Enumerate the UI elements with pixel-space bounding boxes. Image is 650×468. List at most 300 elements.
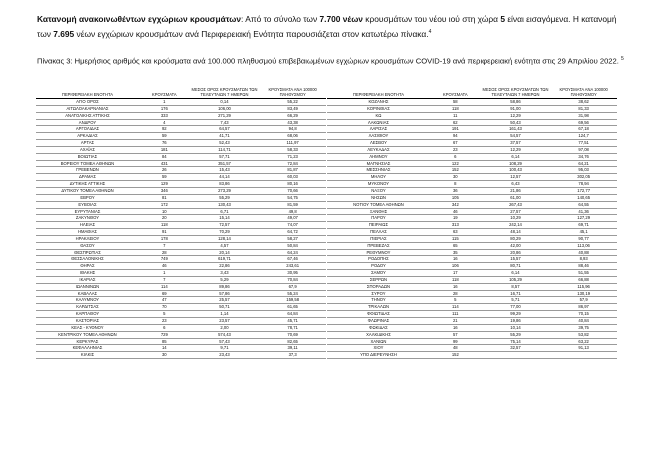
cell-per-100k: 64,84 bbox=[259, 311, 326, 318]
header-cases: ΚΡΟΥΣΜΑΤΑ bbox=[139, 82, 190, 99]
cases-table-left bbox=[36, 82, 326, 359]
cell-cases: 46 bbox=[139, 263, 190, 270]
cell-average: 52,43 bbox=[190, 140, 260, 147]
cell-region: ΑΡΓΟΛΙΔΑΣ bbox=[36, 126, 139, 133]
cell-region: ΜΗΛΟΥ bbox=[327, 174, 430, 181]
cell-cases: 16 bbox=[430, 256, 481, 263]
cell-average: 75,14 bbox=[481, 338, 551, 345]
table-body-left bbox=[36, 99, 326, 359]
intro-paragraph bbox=[37, 13, 627, 40]
cell-per-100k: 64,24 bbox=[259, 249, 326, 256]
table-row bbox=[36, 235, 326, 242]
cell-average: 15,57 bbox=[481, 256, 551, 263]
cell-average: 21,86 bbox=[481, 187, 551, 194]
table-row bbox=[327, 338, 617, 345]
cell-average: 351,57 bbox=[190, 160, 260, 167]
cell-region: ΜΥΚΟΝΟΥ bbox=[327, 181, 430, 188]
cell-per-100k: 31,98 bbox=[550, 112, 617, 119]
cell-average: 22,86 bbox=[190, 263, 260, 270]
cell-per-100k: 67,9 bbox=[259, 283, 326, 290]
cell-per-100k: 30,95 bbox=[259, 270, 326, 277]
cell-region: ΛΑΡΙΣΑΣ bbox=[327, 126, 430, 133]
cell-cases: 118 bbox=[139, 222, 190, 229]
cell-per-100k: 50,84 bbox=[259, 242, 326, 249]
table-row bbox=[327, 208, 617, 215]
cell-per-100k: 67,18 bbox=[550, 126, 617, 133]
cell-region: ΡΟΔΟΠΗΣ bbox=[327, 256, 430, 263]
cell-cases: 1 bbox=[139, 270, 190, 277]
header-row bbox=[36, 82, 326, 99]
cell-per-100k: 63,22 bbox=[550, 338, 617, 345]
cell-average: 48,14 bbox=[481, 229, 551, 236]
intro-text-1: : Από το σύνολο των bbox=[241, 14, 320, 24]
cell-average: 50,43 bbox=[481, 119, 551, 126]
table-caption bbox=[37, 54, 627, 67]
table-row bbox=[327, 311, 617, 318]
table-row bbox=[36, 174, 326, 181]
cell-average: 1,14 bbox=[190, 311, 260, 318]
cell-region: ΧΙΟΥ bbox=[327, 345, 430, 352]
cell-average: 19,86 bbox=[481, 318, 551, 325]
cell-per-100k: 172,77 bbox=[550, 187, 617, 194]
cell-average: 23,43 bbox=[190, 352, 260, 359]
cell-region: ΛΑΚΩΝΙΑΣ bbox=[327, 119, 430, 126]
cell-region: ΣΑΜΟΥ bbox=[327, 270, 430, 277]
cell-cases: 30 bbox=[430, 174, 481, 181]
cell-cases: 191 bbox=[430, 126, 481, 133]
cell-cases: 28 bbox=[430, 290, 481, 297]
table-row bbox=[36, 133, 326, 140]
cell-per-100k: 37,3 bbox=[259, 352, 326, 359]
cell-per-100k: 127,29 bbox=[550, 215, 617, 222]
cell-per-100k: 243,61 bbox=[259, 263, 326, 270]
cell-average: 89,86 bbox=[190, 283, 260, 290]
cell-cases: 105 bbox=[430, 194, 481, 201]
cell-average: 37,57 bbox=[481, 140, 551, 147]
cell-region: ΥΠΟ ΔΙΕΡΕΥΝΗΣΗ bbox=[327, 352, 430, 359]
cell-cases: 313 bbox=[430, 222, 481, 229]
table-row bbox=[36, 283, 326, 290]
cell-region: ΑΓΙΟ ΟΡΟΣ bbox=[36, 99, 139, 106]
table-row bbox=[36, 160, 326, 167]
cell-average: 574,43 bbox=[190, 331, 260, 338]
cell-per-100k: 74,07 bbox=[259, 222, 326, 229]
cell-cases: 30 bbox=[139, 352, 190, 359]
table-row bbox=[327, 153, 617, 160]
intro-title: Κατανομή ανακοινωθέντων εγχώριων κρουσμάτων bbox=[37, 14, 242, 24]
table-row bbox=[327, 119, 617, 126]
cell-per-100k: 64,72 bbox=[259, 229, 326, 236]
cell-per-100k: 80,16 bbox=[259, 181, 326, 188]
cell-region: ΕΥΒΟΙΑΣ bbox=[36, 201, 139, 208]
cell-per-100k: 81,87 bbox=[259, 167, 326, 174]
cell-region: ΚΕΡΚΥΡΑΣ bbox=[36, 338, 139, 345]
table-row bbox=[36, 215, 326, 222]
cell-per-100k: 81,33 bbox=[550, 105, 617, 112]
cell-per-100k: 45,1 bbox=[550, 229, 617, 236]
table-row bbox=[327, 99, 617, 106]
cell-region: ΛΗΜΝΟΥ bbox=[327, 153, 430, 160]
cell-cases: 76 bbox=[139, 140, 190, 147]
cell-per-100k: 40,84 bbox=[550, 318, 617, 325]
cell-average: 128,14 bbox=[190, 235, 260, 242]
table-row bbox=[36, 338, 326, 345]
cell-cases: 63 bbox=[430, 229, 481, 236]
cell-cases: 99 bbox=[430, 338, 481, 345]
table-row bbox=[327, 318, 617, 325]
cell-average: 619,71 bbox=[190, 256, 260, 263]
cell-average: 6,14 bbox=[481, 270, 551, 277]
cell-region: ΠΕΙΡΑΙΩΣ bbox=[327, 222, 430, 229]
cell-average: 16,71 bbox=[481, 290, 551, 297]
cell-cases: 181 bbox=[139, 146, 190, 153]
cell-per-100k: 70,66 bbox=[259, 187, 326, 194]
cell-per-100k: 115,96 bbox=[550, 283, 617, 290]
cell-cases: 59 bbox=[139, 133, 190, 140]
cell-per-100k: 83,49 bbox=[259, 105, 326, 112]
table-row bbox=[327, 331, 617, 338]
cell-per-100k: 69,56 bbox=[550, 119, 617, 126]
table-row bbox=[327, 256, 617, 263]
cell-per-100k: 69,71 bbox=[550, 222, 617, 229]
cell-average: 273,29 bbox=[190, 187, 260, 194]
cell-average: 57,71 bbox=[190, 153, 260, 160]
table-row bbox=[36, 208, 326, 215]
table-row bbox=[327, 105, 617, 112]
cell-cases: 7 bbox=[139, 242, 190, 249]
table-row bbox=[327, 235, 617, 242]
table-row bbox=[327, 276, 617, 283]
cell-average: 267,43 bbox=[481, 201, 551, 208]
cell-cases: 152 bbox=[430, 167, 481, 174]
cell-per-100k: 140,65 bbox=[550, 194, 617, 201]
cell-region: ΛΕΣΒΟΥ bbox=[327, 140, 430, 147]
header-per-100k: ΚΡΟΥΣΜΑΤΑ ΑΝΑ 100000 ΠΛΗΘΥΣΜΟΥ bbox=[259, 82, 326, 99]
cell-average: 70,29 bbox=[190, 229, 260, 236]
cell-per-100k: 70,69 bbox=[259, 331, 326, 338]
table-left bbox=[36, 82, 326, 359]
table-row bbox=[36, 146, 326, 153]
cell-region: ΙΩΑΝΝΙΝΩΝ bbox=[36, 283, 139, 290]
table-row bbox=[36, 222, 326, 229]
cell-average: 27,57 bbox=[481, 208, 551, 215]
cell-cases: 57 bbox=[430, 331, 481, 338]
table-row bbox=[327, 140, 617, 147]
table-row bbox=[327, 324, 617, 331]
cell-average: 64,57 bbox=[190, 126, 260, 133]
cell-per-100k: 8,93 bbox=[550, 256, 617, 263]
table-row bbox=[327, 126, 617, 133]
table-row bbox=[36, 249, 326, 256]
cell-cases: 5 bbox=[430, 297, 481, 304]
cell-average: 23,57 bbox=[190, 318, 260, 325]
cell-region: ΚΕΝΤΡΙΚΟΥ ΤΟΜΕΑ ΑΘΗΝΩΝ bbox=[36, 331, 139, 338]
cell-per-100k: 49,8 bbox=[259, 208, 326, 215]
cell-per-100k: 113,06 bbox=[550, 242, 617, 249]
cell-per-100k: 38,62 bbox=[550, 99, 617, 106]
cell-average: 161,43 bbox=[481, 126, 551, 133]
cell-region: ΝΗΣΩΝ bbox=[327, 194, 430, 201]
table-row bbox=[327, 194, 617, 201]
cell-cases: 111 bbox=[430, 311, 481, 318]
cell-region: ΞΑΝΘΗΣ bbox=[327, 208, 430, 215]
cell-cases: 17 bbox=[430, 270, 481, 277]
cell-region: ΚΑΣΤΟΡΙΑΣ bbox=[36, 318, 139, 325]
table-row bbox=[327, 181, 617, 188]
cell-cases: 114 bbox=[139, 283, 190, 290]
cell-average: 32,57 bbox=[481, 345, 551, 352]
cell-average: 20,14 bbox=[190, 249, 260, 256]
cell-region: ΣΕΡΡΩΝ bbox=[327, 276, 430, 283]
cell-per-100k: 68,06 bbox=[259, 133, 326, 140]
cell-cases: 122 bbox=[430, 160, 481, 167]
cell-region: ΕΒΡΟΥ bbox=[36, 194, 139, 201]
cell-cases: 20 bbox=[139, 215, 190, 222]
table-row bbox=[327, 222, 617, 229]
cell-per-100k: 53,82 bbox=[550, 331, 617, 338]
cell-average: 271,29 bbox=[190, 112, 260, 119]
cell-cases: 14 bbox=[139, 345, 190, 352]
cell-average: 57,43 bbox=[190, 338, 260, 345]
cell-region: ΓΡΕΒΕΝΩΝ bbox=[36, 167, 139, 174]
cell-per-100k: 61,65 bbox=[259, 304, 326, 311]
table-row bbox=[36, 345, 326, 352]
cell-cases: 26 bbox=[139, 167, 190, 174]
table-row bbox=[36, 126, 326, 133]
cell-per-100k: 90,77 bbox=[550, 235, 617, 242]
cell-cases: 16 bbox=[430, 324, 481, 331]
cell-cases: 21 bbox=[430, 318, 481, 325]
cell-per-100k: 70,15 bbox=[550, 311, 617, 318]
cell-region: ΚΟΡΙΝΘΙΑΣ bbox=[327, 105, 430, 112]
cell-cases: 65 bbox=[430, 242, 481, 249]
table-row bbox=[36, 290, 326, 297]
cell-cases: 4 bbox=[139, 119, 190, 126]
cell-region: ΚΑΡΠΑΘΟΥ bbox=[36, 311, 139, 318]
cell-region: ΡΕΘΥΜΝΟΥ bbox=[327, 249, 430, 256]
table-row bbox=[36, 105, 326, 112]
table-row bbox=[36, 140, 326, 147]
table-row bbox=[36, 99, 326, 106]
cell-region: ΚΟΖΑΝΗΣ bbox=[327, 99, 430, 106]
cell-average: 55,29 bbox=[190, 194, 260, 201]
table-row bbox=[36, 119, 326, 126]
cell-cases: 749 bbox=[139, 256, 190, 263]
cell-cases: 178 bbox=[139, 235, 190, 242]
cell-cases: 46 bbox=[430, 208, 481, 215]
cell-per-100k: 60,03 bbox=[259, 174, 326, 181]
cell-average: 8,57 bbox=[481, 283, 551, 290]
cell-average: 58,86 bbox=[481, 99, 551, 106]
cell-per-100k: 97,08 bbox=[550, 146, 617, 153]
cell-region: ΑΝΑΤΟΛΙΚΗΣ ΑΤΤΙΚΗΣ bbox=[36, 112, 139, 119]
cell-region: ΙΘΑΚΗΣ bbox=[36, 270, 139, 277]
table-row bbox=[327, 112, 617, 119]
cell-average: 77,00 bbox=[481, 304, 551, 311]
cell-per-100k: 43,38 bbox=[259, 119, 326, 126]
cell-average: 6,14 bbox=[481, 153, 551, 160]
cell-region: ΙΚΑΡΙΑΣ bbox=[36, 276, 139, 283]
cell-per-100k: 40,88 bbox=[550, 249, 617, 256]
table-row bbox=[36, 242, 326, 249]
table-row bbox=[36, 256, 326, 263]
cell-per-100k: 302,05 bbox=[550, 174, 617, 181]
cell-average: 80,71 bbox=[481, 263, 551, 270]
table-right bbox=[327, 82, 617, 359]
cell-region: ΛΑΣΙΘΙΟΥ bbox=[327, 133, 430, 140]
cell-cases: 106 bbox=[430, 263, 481, 270]
cell-per-100k: 159,58 bbox=[259, 297, 326, 304]
cell-cases: 10 bbox=[139, 208, 190, 215]
cell-region: ΒΟΡΕΙΟΥ ΤΟΜΕΑ ΑΘΗΝΩΝ bbox=[36, 160, 139, 167]
cell-cases: 28 bbox=[139, 249, 190, 256]
cell-cases: 47 bbox=[139, 297, 190, 304]
cell-region: ΜΑΓΝΗΣΙΑΣ bbox=[327, 160, 430, 167]
table-row bbox=[36, 276, 326, 283]
cell-per-100k: 45,71 bbox=[259, 318, 326, 325]
table-row bbox=[327, 283, 617, 290]
cell-cases: 84 bbox=[139, 153, 190, 160]
table-row bbox=[36, 263, 326, 270]
table-row bbox=[327, 229, 617, 236]
table-row bbox=[327, 270, 617, 277]
cases-table-right bbox=[327, 82, 617, 359]
table-row bbox=[327, 187, 617, 194]
cell-region: ΡΟΔΟΥ bbox=[327, 263, 430, 270]
cell-cases: 729 bbox=[139, 331, 190, 338]
cell-cases: 69 bbox=[139, 290, 190, 297]
cell-average: 54,57 bbox=[481, 133, 551, 140]
cell-per-100k: 88,46 bbox=[550, 263, 617, 270]
cell-region: ΖΑΚΥΝΘΟΥ bbox=[36, 215, 139, 222]
cell-per-100k: 70,84 bbox=[259, 276, 326, 283]
table-row bbox=[327, 215, 617, 222]
table-row bbox=[327, 167, 617, 174]
cell-average: 12,29 bbox=[481, 112, 551, 119]
cell-region: ΑΝΔΡΟΥ bbox=[36, 119, 139, 126]
cell-average: 108,29 bbox=[481, 160, 551, 167]
cell-cases: 114 bbox=[430, 304, 481, 311]
header-average: ΜΕΣΟΣ ΟΡΟΣ ΚΡΟΥΣΜΑΤΩΝ ΤΩΝ ΤΕΛΕΥΤΑΙΩΝ 7 ΗΜΕΡΩΝ bbox=[481, 82, 551, 99]
header-per-100k: ΚΡΟΥΣΜΑΤΑ ΑΝΑ 100000 ΠΛΗΘΥΣΜΟΥ bbox=[550, 82, 617, 99]
cell-region: ΝΑΞΟΥ bbox=[327, 187, 430, 194]
cell-per-100k: 64,21 bbox=[550, 160, 617, 167]
intro-text-3: είναι εισαγόμενα. Η κατανομή των bbox=[37, 14, 617, 39]
table-row bbox=[327, 160, 617, 167]
cell-region: ΔΡΑΜΑΣ bbox=[36, 174, 139, 181]
cell-cases: 342 bbox=[430, 201, 481, 208]
cell-cases: 23 bbox=[139, 318, 190, 325]
cell-average: 10,14 bbox=[481, 324, 551, 331]
cell-average: 80,29 bbox=[481, 235, 551, 242]
cell-region: ΣΠΟΡΑΔΩΝ bbox=[327, 283, 430, 290]
table-row bbox=[36, 304, 326, 311]
cell-cases: 5 bbox=[139, 311, 190, 318]
cell-average: 44,14 bbox=[190, 174, 260, 181]
cell-region: ΘΕΣΠΡΩΤΙΑΣ bbox=[36, 249, 139, 256]
table-row bbox=[36, 324, 326, 331]
cell-per-100k: 124,7 bbox=[550, 133, 617, 140]
table-row bbox=[36, 352, 326, 359]
table-row bbox=[327, 304, 617, 311]
cell-average: 25,57 bbox=[190, 297, 260, 304]
cell-average: 6,71 bbox=[190, 208, 260, 215]
cell-region: ΚΙΛΚΙΣ bbox=[36, 352, 139, 359]
cell-region: ΑΡΤΑΣ bbox=[36, 140, 139, 147]
cell-per-100k: 39,75 bbox=[550, 324, 617, 331]
cell-average: 4,57 bbox=[190, 242, 260, 249]
cell-per-100k: 130,19 bbox=[550, 290, 617, 297]
cell-cases: 62 bbox=[430, 119, 481, 126]
cell-region: ΣΥΡΟΥ bbox=[327, 290, 430, 297]
cell-cases: 172 bbox=[139, 201, 190, 208]
cell-average: 242,14 bbox=[481, 222, 551, 229]
cell-region: ΑΡΚΑΔΙΑΣ bbox=[36, 133, 139, 140]
cell-per-100k: 95,03 bbox=[550, 167, 617, 174]
cell-cases: 85 bbox=[139, 338, 190, 345]
cell-per-100k: 51,55 bbox=[550, 270, 617, 277]
cell-region: ΦΘΙΩΤΙΔΑΣ bbox=[327, 311, 430, 318]
header-region: ΠΕΡΙΦΕΡΕΙΑΚΗ ΕΝΟΤΗΤΑ bbox=[327, 82, 430, 99]
header-cases: ΚΡΟΥΣΜΑΤΑ bbox=[430, 82, 481, 99]
table-row bbox=[36, 270, 326, 277]
cell-region: ΦΛΩΡΙΝΑΣ bbox=[327, 318, 430, 325]
header-region: ΠΕΡΙΦΕΡΕΙΑΚΗ ΕΝΟΤΗΤΑ bbox=[36, 82, 139, 99]
table-row bbox=[327, 297, 617, 304]
table-row bbox=[36, 194, 326, 201]
cell-per-100k: 67,46 bbox=[259, 256, 326, 263]
cell-region: ΤΗΝΟΥ bbox=[327, 297, 430, 304]
cell-cases: 115 bbox=[430, 235, 481, 242]
cell-cases: 333 bbox=[139, 112, 190, 119]
table-row bbox=[36, 318, 326, 325]
table-row bbox=[327, 249, 617, 256]
cell-average: 15,14 bbox=[190, 215, 260, 222]
cell-per-100k: 58,27 bbox=[259, 235, 326, 242]
table-row bbox=[327, 290, 617, 297]
cell-cases: 118 bbox=[430, 276, 481, 283]
cell-average: 3,43 bbox=[190, 270, 260, 277]
cell-region: ΒΟΙΩΤΙΑΣ bbox=[36, 153, 139, 160]
cell-region: ΔΥΤΙΚΗΣ ΑΤΤΙΚΗΣ bbox=[36, 181, 139, 188]
cell-region: ΔΥΤΙΚΟΥ ΤΟΜΕΑ ΑΘΗΝΩΝ bbox=[36, 187, 139, 194]
intro-footnote: 4 bbox=[428, 28, 432, 35]
cell-average: 105,29 bbox=[481, 276, 551, 283]
cell-cases: 48 bbox=[430, 345, 481, 352]
table-body-right bbox=[327, 99, 617, 359]
cell-cases: 11 bbox=[430, 112, 481, 119]
cell-per-100k: 55,24 bbox=[259, 290, 326, 297]
cell-per-100k: 55,22 bbox=[259, 99, 326, 106]
cell-region: ΚΩ bbox=[327, 112, 430, 119]
cell-per-100k: 41,36 bbox=[550, 208, 617, 215]
cell-average: 12,29 bbox=[481, 146, 551, 153]
cell-cases: 67 bbox=[430, 140, 481, 147]
table-row bbox=[327, 174, 617, 181]
cell-average: 5,71 bbox=[481, 297, 551, 304]
cell-cases: 19 bbox=[430, 215, 481, 222]
cell-average: 7,43 bbox=[190, 119, 260, 126]
cell-average: 130,43 bbox=[190, 201, 260, 208]
cell-per-100k: 78,71 bbox=[259, 324, 326, 331]
cell-cases: 23 bbox=[430, 146, 481, 153]
cell-cases: 58 bbox=[430, 99, 481, 106]
cell-region: ΠΡΕΒΕΖΑΣ bbox=[327, 242, 430, 249]
cell-region: ΘΗΡΑΣ bbox=[36, 263, 139, 270]
table-row bbox=[327, 146, 617, 153]
cell-average: 50,71 bbox=[190, 304, 260, 311]
table-row bbox=[327, 133, 617, 140]
